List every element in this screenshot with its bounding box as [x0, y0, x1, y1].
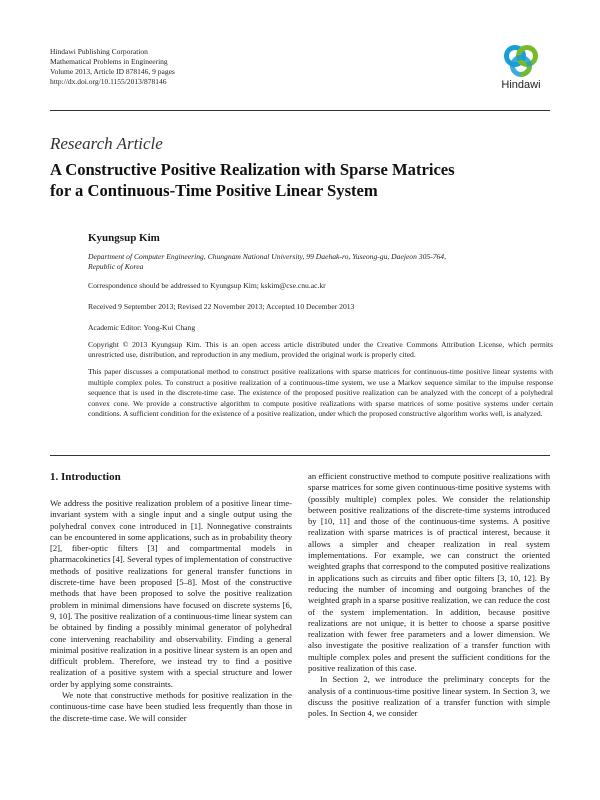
hindawi-rings-logo-icon: [501, 44, 541, 78]
affiliation-line-2: Republic of Korea: [88, 262, 144, 271]
affiliation-line-1: Department of Computer Engineering, Chungnam National University, 99 Daehak-ro, Yuseong-gu, Daejeon 305-764,: [88, 252, 446, 261]
received-dates: Received 9 September 2013; Revised 22 November 2013; Accepted 10 December 2013: [88, 302, 355, 311]
author-name: Kyungsup Kim: [88, 232, 160, 244]
section-heading-introduction: 1. Introduction: [50, 471, 121, 483]
title-line-2: for a Continuous-Time Positive Linear System: [50, 181, 378, 200]
doi-link[interactable]: http://dx.doi.org/10.1155/2013/878146: [50, 77, 167, 86]
article-type: Research Article: [50, 134, 163, 153]
paper-title: [50, 159, 550, 201]
correspondence: Correspondence should be addressed to Kyungsup Kim; kskim@cse.cnu.ac.kr: [88, 281, 326, 290]
title-line-1: A Constructive Positive Realization with Sparse Matrices: [50, 160, 455, 179]
copyright-notice: Copyright © 2013 Kyungsup Kim. This is an open access article distributed under the Creative Commons Attribution License, which permits unrestricted use, distribution, and reproduction in any medium, provided the original work is properly cited.: [88, 340, 553, 359]
masthead: [50, 47, 175, 87]
logo-text: Hindawi: [501, 79, 541, 91]
hindawi-logo: [488, 44, 554, 91]
abstract: This paper discusses a computational method to construct positive realizations with sparse matrices for continuous-time positive linear systems with multiple complex poles. To construct a positive realization of a continuous-time system, we use a Markov sequence similar to the impulse response sequence that is used in the discrete-time case. The existence of the proposed positive realization can be analyzed with the concept of a polyhedral convex cone. We provide a constructive algorithm to compute positive realizations with sparse matrices of some positive systems under certain conditions. A sufficient condition for the existence of a positive realization, under which the proposed constructive algorithm works well, is analyzed.: [88, 367, 553, 418]
intro-paragraph-2: We note that constructive methods for positive realization in the continuous-time case have been studied less frequently than those in the discrete-time case. We will consider: [50, 690, 292, 723]
volume-info: Volume 2013, Article ID 878146, 9 pages: [50, 67, 175, 76]
header-rule: [50, 110, 550, 111]
academic-editor: Academic Editor: Yong-Kui Chang: [88, 323, 196, 332]
right-column: [308, 471, 550, 720]
affiliation: [88, 252, 553, 272]
left-column: [50, 471, 292, 724]
intro-paragraph-1: We address the positive realization problem of a positive linear time-invariant system with a single input and a single output using the polyhedral convex cone introduced in [1]. Nonnegative constraints can be encountered in some applications, such as in probability theory [2], fiber-optic filters [3] and compartmental models in pharmacokinetics [4]. Several types of implementation of constructive methods of positive realizations for general transfer functions in discrete-time have been proposed [5–8]. Most of the constructive methods that have been proposed to solve the positive realization problem in minimal dimensions have focused on discrete systems [6, 9, 10]. The positive realization of a continuous-time linear system can be obtained by finding a possibly minimal generator of polyhedral cone intervening reachability and observability. Finding a general minimal positive realization in a positive linear system is an open and difficult problem. Therefore, we instead try to find a positive realization of a positive system with a special structure and lower order by applying some constraints.: [50, 498, 292, 689]
abstract-rule: [50, 455, 550, 456]
publisher: Hindawi Publishing Corporation: [50, 47, 148, 56]
journal-name: Mathematical Problems in Engineering: [50, 57, 168, 66]
intro-paragraph-3: an efficient constructive method to compute positive realizations with sparse matrices for some given continuous-time positive systems with (possibly multiple) complex poles. We consider the relationship between positive realizations of the discrete-time systems introduced by [10, 11] and those of the continuous-time systems. A positive realization with sparse matrices is of practical interest, because it allows a simpler and cheaper realization in real system implementations. For example, we can construct the oriented weighted graphs that correspond to the computed positive realizations in applications such as circuits and fiber optic filters [3, 10, 12]. By reducing the number of incoming and outgoing branches of the weighted graph in a sparse positive realization, we can reduce the cost of the system implementation. In addition, because positive realizations are not unique, it is better to choose a sparse positive realization with fewer free parameters and a lower dimension. We also investigate the positive realization of a transfer function with multiple complex poles and present the sufficient conditions for the positive realization of this case.: [308, 471, 550, 674]
intro-paragraph-4: In Section 2, we introduce the preliminary concepts for the analysis of a continuous-time positive linear system. In Section 3, we discuss the positive realization of a transfer function with simple poles. In Section 4, we consider: [308, 674, 550, 719]
